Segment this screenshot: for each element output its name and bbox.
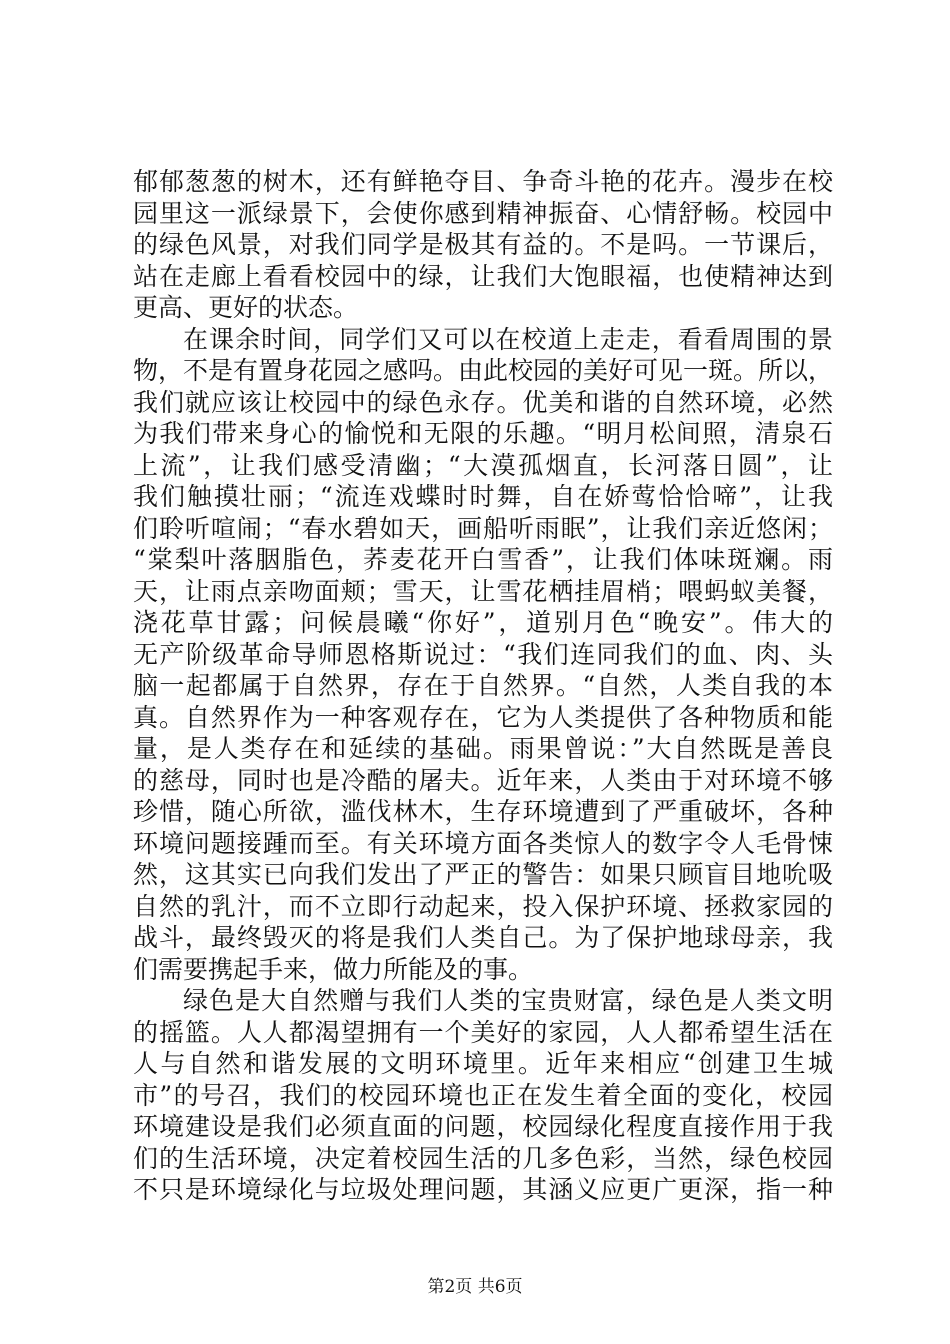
text-line: 市”的号召，我们的校园环境也正在发生着全面的变化，校园 [133, 1080, 833, 1110]
text-line: 环境问题接踵而至。有关环境方面各类惊人的数字令人毛骨悚 [133, 828, 833, 858]
page-footer [0, 1272, 950, 1297]
text-line: 郁郁葱葱的树木，还有鲜艳夺目、争奇斗艳的花卉。漫步在校 [133, 167, 833, 196]
paragraph-first-line: 在课余时间，同学们又可以在校道上走走，看看周围的景 [183, 324, 833, 354]
text-line: 们聆听喧闹；“春水碧如天，画船听雨眠”，让我们亲近悠闲； [133, 513, 833, 543]
text-line: 们的生活环境，决定着校园生活的几多色彩，当然，绿色校园 [133, 1143, 833, 1173]
text-line: 浇花草甘露；问候晨曦“你好”，道别月色“晚安”。伟大的 [133, 608, 833, 637]
text-line: 的摇篮。人人都渴望拥有一个美好的家园，人人都希望生活在 [133, 1017, 833, 1047]
text-line: 更高、更好的状态。 [133, 293, 359, 322]
text-line: 天，让雨点亲吻面颊；雪天，让雪花栖挂眉梢；喂蚂蚁美餐， [133, 576, 833, 606]
paragraph-first-line: 绿色是大自然赠与我们人类的宝贵财富，绿色是人类文明 [183, 986, 833, 1015]
text-line: 我们触摸壮丽；“流连戏蝶时时舞，自在娇莺恰恰啼”，让我 [133, 482, 833, 511]
text-line: 园里这一派绿景下，会使你感到精神振奋、心情舒畅。校园中 [133, 198, 833, 228]
text-line: 战斗，最终毁灭的将是我们人类自己。为了保护地球母亲，我 [133, 923, 833, 952]
text-line: 为我们带来身心的愉悦和无限的乐趣。“明月松间照，清泉石 [133, 419, 833, 448]
text-line: 的慈母，同时也是冷酷的屠夫。近年来，人类由于对环境不够 [133, 765, 833, 795]
page-number: 第2页 共6页 [427, 1277, 523, 1297]
text-line: 站在走廊上看看校园中的绿，让我们大饱眼福，也使精神达到 [133, 261, 833, 291]
body-text [133, 166, 833, 1206]
text-line: 量，是人类存在和延续的基础。雨果曾说：”大自然既是善良 [133, 734, 833, 763]
text-line: 珍惜，随心所欲，滥伐林木，生存环境遭到了严重破坏，各种 [133, 797, 833, 826]
text-line: 们需要携起手来，做力所能及的事。 [133, 954, 534, 984]
text-line: 环境建设是我们必须直面的问题，校园绿化程度直接作用于我 [133, 1112, 833, 1141]
text-line: 脑一起都属于自然界，存在于自然界。“自然，人类自我的本 [133, 671, 833, 700]
text-line: 无产阶级革命导师恩格斯说过：“我们连同我们的血、肉、头 [133, 639, 833, 669]
text-line: 我们就应该让校园中的绿色永存。优美和谐的自然环境，必然 [133, 387, 833, 417]
text-line: “棠梨叶落胭脂色，荞麦花开白雪香”，让我们体味斑斓。雨 [133, 545, 833, 574]
text-line: 的绿色风景，对我们同学是极其有益的。不是吗。一节课后， [133, 230, 833, 259]
text-line: 自然的乳汁，而不立即行动起来，投入保护环境、拯救家园的 [133, 891, 833, 921]
text-line: 真。自然界作为一种客观存在，它为人类提供了各种物质和能 [133, 702, 833, 732]
text-line: 上流”，让我们感受清幽；“大漠孤烟直，长河落日圆”，让 [133, 450, 833, 480]
text-line: 物，不是有置身花园之感吗。由此校园的美好可见一斑。所以， [133, 356, 834, 385]
text-line: 然，这其实已向我们发出了严正的警告：如果只顾盲目地吮吸 [133, 860, 833, 889]
text-line: 人与自然和谐发展的文明环境里。近年来相应“创建卫生城 [133, 1049, 833, 1078]
text-line: 不只是环境绿化与垃圾处理问题，其涵义应更广更深，指一种 [133, 1175, 833, 1204]
